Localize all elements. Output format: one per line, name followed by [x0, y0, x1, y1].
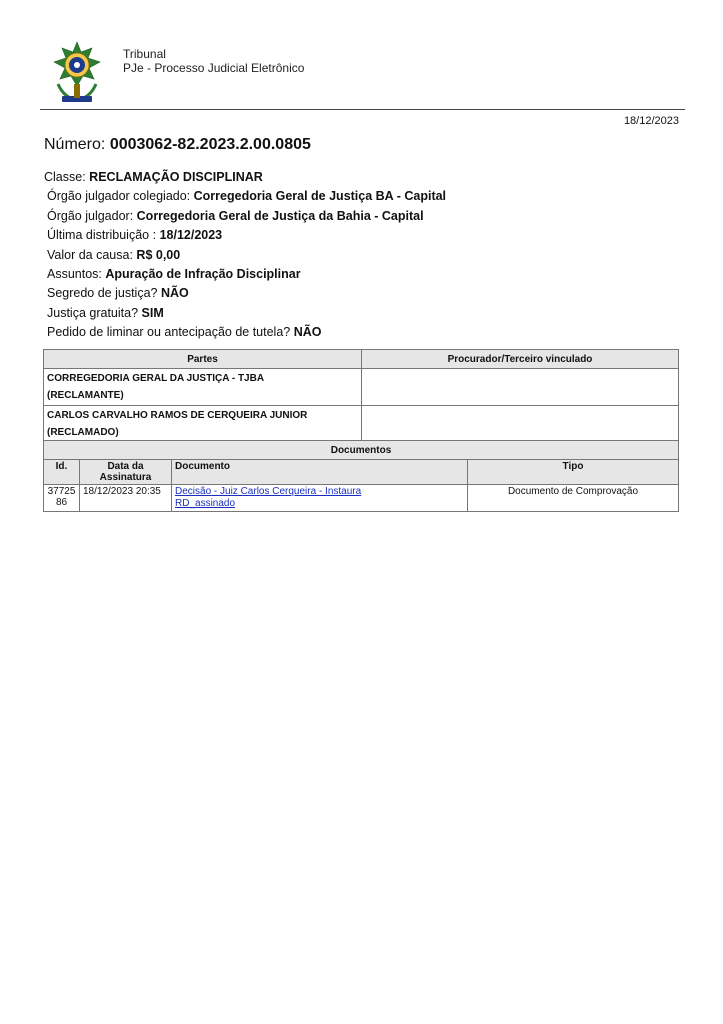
field-label: Órgão julgador colegiado: — [47, 189, 191, 204]
document-link-line[interactable]: RD_assinado — [175, 498, 236, 509]
header-line: Data da — [107, 461, 144, 472]
field-pedido-liminar — [44, 323, 446, 342]
field-value: Apuração de Infração Disciplinar — [105, 267, 301, 282]
field-label: Classe: — [44, 170, 86, 184]
field-value: R$ 0,00 — [136, 247, 181, 262]
document-link[interactable] — [175, 486, 361, 509]
parte-name: CARLOS CARVALHO RAMOS DE CERQUEIRA JUNIOR — [47, 410, 308, 421]
procurador-header: Procurador/Terceiro vinculado — [362, 350, 679, 369]
field-valor-causa — [44, 246, 446, 265]
doc-id-cell — [44, 485, 80, 512]
field-label: Pedido de liminar ou antecipação de tutela? — [47, 325, 291, 340]
field-orgao-julgador — [44, 207, 446, 226]
partes-table — [43, 349, 679, 443]
process-fields — [44, 168, 446, 343]
header-line: Assinatura — [99, 472, 152, 483]
field-classe — [44, 168, 446, 187]
field-label: Justiça gratuita? — [47, 305, 139, 320]
doc-date-cell: 18/12/2023 20:35 — [80, 485, 172, 512]
document-date: 18/12/2023 — [623, 115, 679, 127]
field-value: Corregedoria Geral de Justiça da Bahia - Capital — [136, 208, 424, 223]
field-orgao-colegiado — [44, 187, 446, 206]
field-assuntos — [44, 265, 446, 284]
field-justica-gratuita — [44, 304, 446, 323]
parte-cell — [44, 369, 362, 406]
system-name: PJe - Processo Judicial Eletrônico — [123, 61, 305, 75]
field-value: SIM — [141, 305, 164, 320]
document-link-line[interactable]: Decisão - Juiz Carlos Cerqueira - Instaura — [175, 486, 362, 497]
field-label: Assuntos: — [47, 267, 102, 282]
table-row — [44, 485, 679, 512]
field-label: Segredo de justiça? — [47, 286, 158, 301]
parte-role: (RECLAMADO) — [47, 427, 119, 438]
process-number-label: Número: — [44, 136, 106, 153]
procurador-cell — [362, 369, 679, 406]
doc-id: 86 — [55, 497, 68, 508]
partes-header: Partes — [44, 350, 362, 369]
doc-type-cell: Documento de Comprovação — [468, 485, 679, 512]
documento-header: Documento — [172, 460, 468, 485]
procurador-cell — [362, 406, 679, 443]
parte-name: CORREGEDORIA GERAL DA JUSTIÇA - TJBA — [47, 373, 265, 384]
parte-cell — [44, 406, 362, 443]
brasao-emblem — [50, 40, 104, 108]
process-number — [44, 136, 311, 154]
field-label: Valor da causa: — [47, 247, 133, 262]
doc-name-cell[interactable] — [172, 485, 468, 512]
id-header: Id. — [44, 460, 80, 485]
field-ultima-distribuicao — [44, 226, 446, 245]
table-row — [44, 406, 679, 443]
field-value: NÃO — [160, 286, 189, 301]
header-text — [123, 47, 304, 75]
field-segredo-justica — [44, 284, 446, 303]
field-value: 18/12/2023 — [159, 228, 223, 243]
field-label: Órgão julgador: — [47, 208, 134, 223]
field-value: NÃO — [293, 325, 322, 340]
field-value: RECLAMAÇÃO DISCIPLINAR — [89, 170, 263, 184]
field-label: Última distribuição : — [47, 228, 157, 243]
data-assinatura-header — [80, 460, 172, 485]
tribunal-label: Tribunal — [123, 47, 166, 61]
documentos-table — [43, 440, 679, 512]
documentos-title: Documentos — [44, 441, 679, 460]
table-row — [44, 369, 679, 406]
doc-id: 37725 — [47, 486, 76, 497]
tipo-header: Tipo — [468, 460, 679, 485]
process-number-value: 0003062-82.2023.2.00.0805 — [109, 136, 311, 153]
field-value: Corregedoria Geral de Justiça BA - Capital — [193, 189, 447, 204]
header-divider — [40, 109, 685, 110]
parte-role: (RECLAMANTE) — [47, 390, 124, 401]
